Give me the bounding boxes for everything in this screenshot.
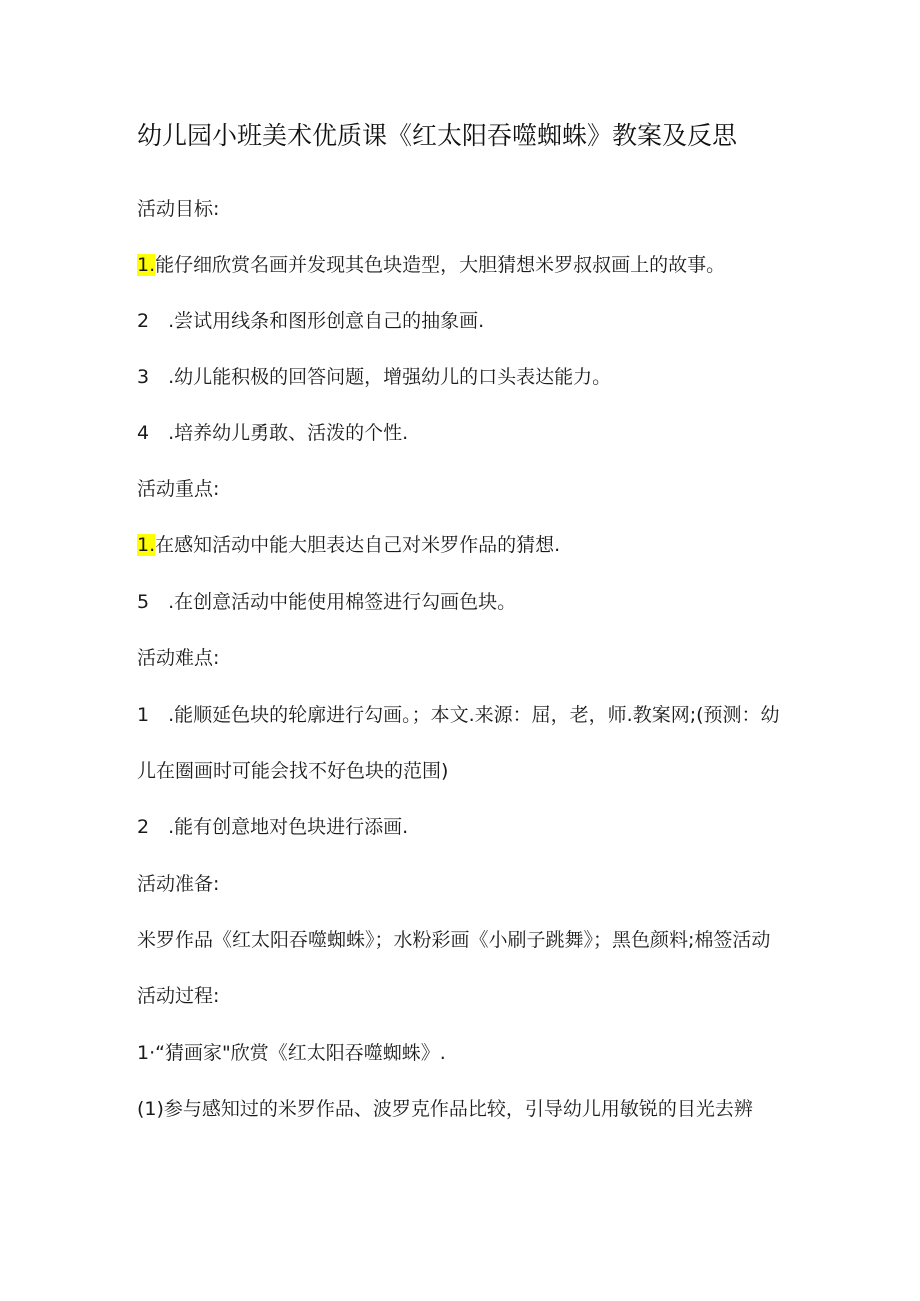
section-heading-goals: 活动目标: xyxy=(137,198,220,220)
document-title: 幼儿园小班美术优质课《红太阳吞噬蜘蛛》教案及反思 xyxy=(137,121,738,150)
highlighted-number: 1. xyxy=(137,534,156,556)
difficulty-item-2: 2 .能有创意地对色块进行添画. xyxy=(137,816,409,838)
key-point-item-1-text: 在感知活动中能大胆表达自己对米罗作品的猜想. xyxy=(155,534,561,556)
goal-item-4: 4 .培养幼儿勇敢、活泼的个性. xyxy=(137,422,409,444)
key-point-item-1 xyxy=(137,533,560,557)
section-heading-preparation: 活动准备: xyxy=(137,873,220,895)
section-heading-difficulties: 活动难点: xyxy=(137,647,220,669)
goal-item-1 xyxy=(137,253,725,277)
section-heading-key-points: 活动重点: xyxy=(137,478,220,500)
highlighted-number: 1. xyxy=(137,254,156,276)
goal-item-2: 2 .尝试用线条和图形创意自己的抽象画. xyxy=(137,310,485,332)
key-point-item-2: 5 .在创意活动中能使用棉签进行勾画色块。 xyxy=(137,591,517,613)
process-step-1-sub-1: (1)参与感知过的米罗作品、波罗克作品比较，引导幼儿用敏锐的目光去辨 xyxy=(137,1098,753,1120)
process-step-1: 1·“猜画家"欣赏《红太阳吞噬蜘蛛》. xyxy=(137,1042,446,1064)
section-heading-process: 活动过程: xyxy=(137,985,220,1007)
goal-item-3: 3 .幼儿能积极的回答问题，增强幼儿的口头表达能力。 xyxy=(137,366,612,388)
preparation-text: 米罗作品《红太阳吞噬蜘蛛》；水粉彩画《小刷子跳舞》；黑色颜料;棉签活动 xyxy=(137,929,771,951)
goal-item-1-text: 能仔细欣赏名画并发现其色块造型，大胆猜想米罗叔叔画上的故事。 xyxy=(155,254,726,276)
difficulty-item-1: 1 .能顺延色块的轮廓进行勾画。；本文.来源：屈，老，师.教案网;(预测：幼 xyxy=(137,704,780,726)
difficulty-item-1-continued: 儿在圈画时可能会找不好色块的范围) xyxy=(137,760,449,782)
